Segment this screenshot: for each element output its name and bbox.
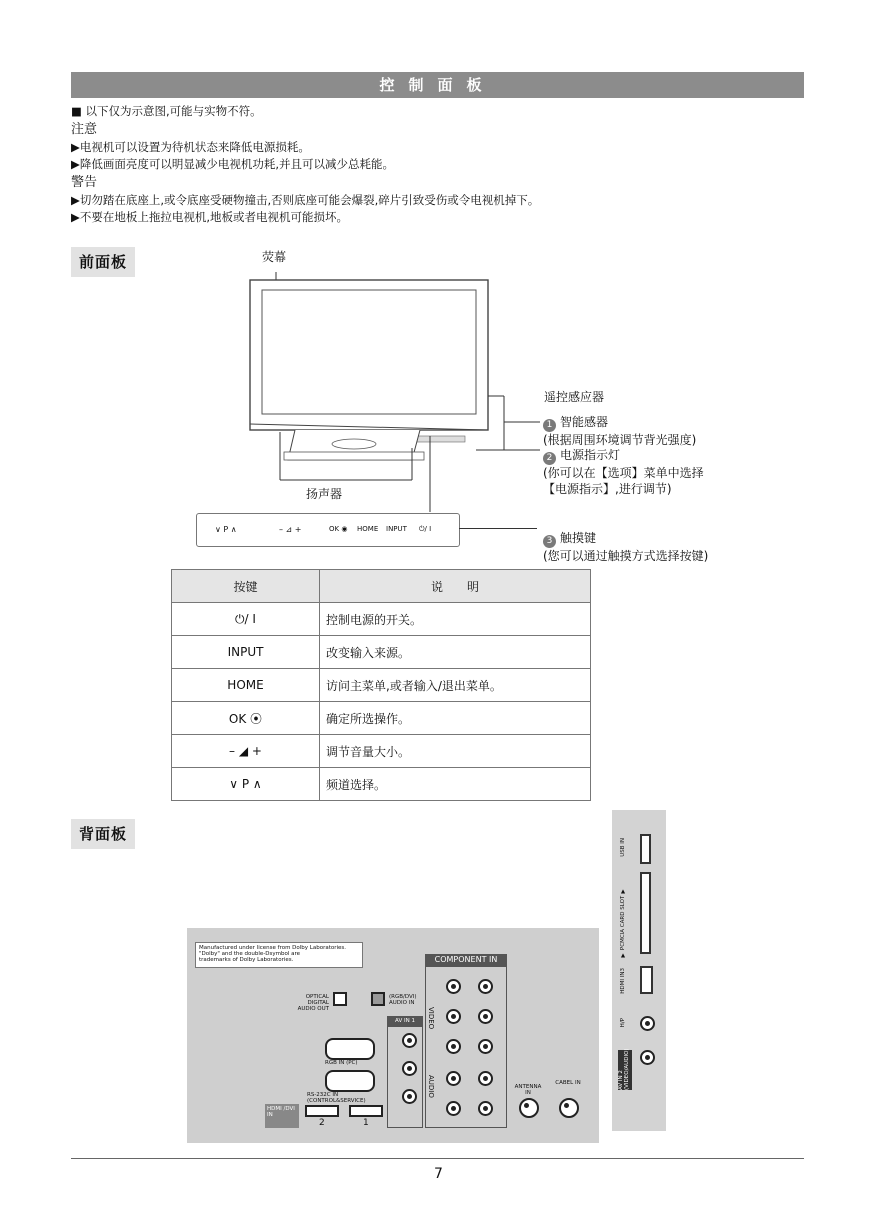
footer-rule <box>71 1158 804 1159</box>
table-row <box>172 735 591 768</box>
component-audio-label: AUDIO <box>427 1075 435 1098</box>
optical-port <box>333 992 347 1006</box>
av-audio-r-jack <box>402 1089 417 1104</box>
touch-key-channel: ∨ P ∧ <box>215 525 237 534</box>
touch-key-home: HOME <box>357 525 379 533</box>
dolby-notice <box>195 942 363 968</box>
speaker-label: 扬声器 <box>306 487 343 501</box>
component-r-jack-2 <box>478 1101 493 1116</box>
warning-item: ▶不要在地板上拖拉电视机,地板或者电视机可能损坏。 <box>71 210 348 224</box>
callout-number: 1 <box>543 419 556 432</box>
side-hdmi-label: HDMI IN3 <box>620 968 626 994</box>
dolby-line: "Dolby" and the double-Dsymbol are <box>199 951 301 957</box>
av-in-label: AV IN 1 <box>387 1016 423 1026</box>
component-pb-jack <box>446 1009 461 1024</box>
key-cell: INPUT <box>172 636 320 669</box>
desc-cell: 调节音量大小。 <box>320 735 591 768</box>
callout-title: 智能感器 <box>560 415 609 429</box>
antenna-jack <box>519 1098 539 1118</box>
callout-desc: 【电源指示】,进行调节) <box>543 482 672 496</box>
component-in-label: COMPONENT IN <box>425 954 507 966</box>
desc-cell: 访问主菜单,或者输入/退出菜单。 <box>320 669 591 702</box>
touch-key-bar <box>196 513 460 547</box>
rgb-audio-port <box>371 992 385 1006</box>
caution-item: ▶电视机可以设置为待机状态来降低电源损耗。 <box>71 140 310 154</box>
tv-front-illustration <box>240 262 540 512</box>
antenna-label: ANTENNA IN <box>514 1084 542 1096</box>
touch-key-volume: – ⊿ + <box>279 525 302 534</box>
touch-key-input: INPUT <box>386 525 407 533</box>
touch-key-ok: OK ◉ <box>329 525 348 533</box>
key-cell: – ◢ + <box>172 735 320 768</box>
side-hdmi-port <box>640 966 653 994</box>
key-cell: OK ⦿ <box>172 702 320 735</box>
av-video-jack <box>402 1033 417 1048</box>
rs232-port <box>325 1070 375 1092</box>
side-av2-label: AV IN 2 (VIDEO/AUDIO) <box>618 1048 630 1090</box>
table-row <box>172 603 591 636</box>
dolby-line: Manufactured under license from Dolby Laboratories. <box>199 945 347 951</box>
rs232-label: RS-232C IN (CONTROL&SERVICE) <box>307 1092 366 1104</box>
rear-panel-illustration <box>187 928 599 1143</box>
component-r-jack <box>446 1101 461 1116</box>
note-line: ■ 以下仅为示意图,可能与实物不符。 <box>71 104 262 118</box>
desc-cell: 频道选择。 <box>320 768 591 801</box>
warning-title: 警告 <box>71 175 98 190</box>
side-hp-jack <box>640 1016 655 1031</box>
callout-desc: (根据周围环境调节背光强度) <box>543 433 697 447</box>
dolby-line: trademarks of Dolby Laboratories. <box>199 957 294 963</box>
desc-cell: 改变输入来源。 <box>320 636 591 669</box>
table-row <box>172 702 591 735</box>
callout-power-led <box>543 447 704 497</box>
table-row <box>172 669 591 702</box>
side-usb-label: USB IN <box>620 838 626 857</box>
callout-touch-keys <box>543 530 708 564</box>
key-table <box>171 569 591 801</box>
rgb-pc-port <box>325 1038 375 1060</box>
warning-item: ▶切勿踏在底座上,或令底座受硬物撞击,否则底座可能会爆裂,碎片引致受伤或令电视机掉下。 <box>71 193 540 207</box>
hdmi-port-number: 2 <box>319 1118 325 1128</box>
rgb-audio-label: (RGB/DVI) AUDIO IN <box>389 994 417 1006</box>
side-usb-port <box>640 834 651 864</box>
key-cell: HOME <box>172 669 320 702</box>
table-row <box>172 636 591 669</box>
callout-title: 触摸键 <box>560 531 597 545</box>
table-header-desc: 说 明 <box>320 570 591 603</box>
hdmi-dvi-label: HDMI /DVI IN <box>265 1104 299 1128</box>
hdmi-port-number: 1 <box>363 1118 369 1128</box>
cable-label: CABEL IN <box>555 1080 581 1086</box>
component-l-jack-2 <box>478 1071 493 1086</box>
component-pr-jack <box>446 1039 461 1054</box>
touch-callout-line <box>459 528 537 529</box>
screen-label: 荧幕 <box>262 250 287 264</box>
component-pr-jack-2 <box>478 1039 493 1054</box>
hdmi-port-1 <box>349 1105 383 1117</box>
side-av2-jack <box>640 1050 655 1065</box>
side-pcmcia-label: ▼ PCMCIA CARD SLOT ▼ <box>620 888 626 958</box>
key-cell: ∨ P ∧ <box>172 768 320 801</box>
page-number: 7 <box>434 1166 443 1182</box>
desc-cell: 确定所选操作。 <box>320 702 591 735</box>
av-audio-l-jack <box>402 1061 417 1076</box>
caution-title: 注意 <box>71 122 98 137</box>
rear-panel-label: 背面板 <box>71 819 135 849</box>
component-video-label: VIDEO <box>427 1007 435 1030</box>
cable-jack <box>559 1098 579 1118</box>
callout-desc: (你可以在【选项】菜单中选择 <box>543 466 704 480</box>
callout-smart-sensor <box>543 414 696 448</box>
component-l-jack <box>446 1071 461 1086</box>
rgb-pc-label: RGB IN (PC) <box>325 1060 358 1066</box>
optical-label: OPTICAL DIGITAL AUDIO OUT <box>297 994 329 1012</box>
table-row <box>172 768 591 801</box>
side-pcmcia-slot <box>640 872 651 954</box>
table-header-key: 按键 <box>172 570 320 603</box>
callout-desc: (您可以通过触摸方式选择按键) <box>543 549 709 563</box>
side-panel-illustration <box>612 810 666 1131</box>
remote-sensor-label: 遥控感应器 <box>544 390 605 404</box>
page-title: 控制面板 <box>71 72 804 98</box>
av-in-group <box>387 1026 423 1128</box>
callout-title: 电源指示灯 <box>560 448 621 462</box>
desc-cell: 控制电源的开关。 <box>320 603 591 636</box>
component-y-jack-2 <box>478 979 493 994</box>
touch-key-power: ⏻/ I <box>419 525 432 533</box>
callout-number: 3 <box>543 535 556 548</box>
caution-item: ▶降低画面亮度可以明显减少电视机功耗,并且可以减少总耗能。 <box>71 157 394 171</box>
component-y-jack <box>446 979 461 994</box>
side-hp-label: H/P <box>620 1018 626 1028</box>
component-pb-jack-2 <box>478 1009 493 1024</box>
callout-number: 2 <box>543 452 556 465</box>
component-in-group <box>425 966 507 1128</box>
key-cell: ⏻/ I <box>172 603 320 636</box>
front-panel-label: 前面板 <box>71 247 135 277</box>
hdmi-port-2 <box>305 1105 339 1117</box>
